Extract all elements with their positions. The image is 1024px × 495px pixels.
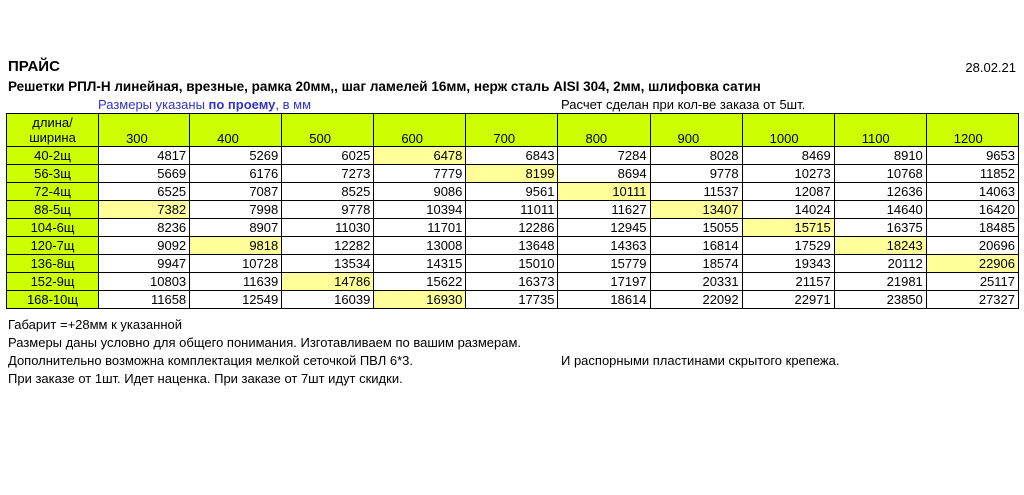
price-cell: 17735 xyxy=(466,291,558,309)
price-cell: 12636 xyxy=(834,183,926,201)
price-cell: 11701 xyxy=(374,219,466,237)
price-cell: 20331 xyxy=(650,273,742,291)
sizes-note-bold: по проему xyxy=(208,97,276,112)
footnote-mesh: Дополнительно возможна комплектация мелкой сеточкой ПВЛ 6*3. xyxy=(8,353,413,368)
price-cell: 21981 xyxy=(834,273,926,291)
price-cell: 14024 xyxy=(742,201,834,219)
table-row xyxy=(7,165,1019,183)
price-cell: 18614 xyxy=(558,291,650,309)
price-cell: 18485 xyxy=(926,219,1018,237)
row-header: 88-5щ xyxy=(7,201,99,219)
row-header: 72-4щ xyxy=(7,183,99,201)
price-cell: 6176 xyxy=(190,165,282,183)
footnote-markup: При заказе от 1шт. Идет наценка. При заказе от 7шт идут скидки. xyxy=(8,371,403,386)
price-cell: 10728 xyxy=(190,255,282,273)
column-header: 700 xyxy=(466,114,558,147)
price-cell: 8236 xyxy=(99,219,190,237)
price-cell: 11639 xyxy=(190,273,282,291)
corner-line-1: длина/ xyxy=(32,115,73,130)
column-header: 1000 xyxy=(742,114,834,147)
price-cell: 12549 xyxy=(190,291,282,309)
row-header: 56-3щ xyxy=(7,165,99,183)
price-cell: 7284 xyxy=(558,147,650,165)
price-cell: 5669 xyxy=(99,165,190,183)
price-cell: 8525 xyxy=(282,183,374,201)
price-cell: 14363 xyxy=(558,237,650,255)
price-cell: 7087 xyxy=(190,183,282,201)
price-cell: 8910 xyxy=(834,147,926,165)
price-cell: 10394 xyxy=(374,201,466,219)
price-cell: 17197 xyxy=(558,273,650,291)
price-cell: 12282 xyxy=(282,237,374,255)
price-cell: 11658 xyxy=(99,291,190,309)
price-cell: 16375 xyxy=(834,219,926,237)
price-cell: 9778 xyxy=(650,165,742,183)
price-cell: 16373 xyxy=(466,273,558,291)
price-cell: 9653 xyxy=(926,147,1018,165)
table-row xyxy=(7,255,1019,273)
price-cell: 13008 xyxy=(374,237,466,255)
price-cell: 11030 xyxy=(282,219,374,237)
price-cell: 22906 xyxy=(926,255,1018,273)
price-cell: 16039 xyxy=(282,291,374,309)
price-cell: 8028 xyxy=(650,147,742,165)
corner-line-2: ширина xyxy=(29,130,76,145)
price-cell: 18243 xyxy=(834,237,926,255)
price-cell: 23850 xyxy=(834,291,926,309)
footnote-spacers: И распорными пластинами скрытого крепежа. xyxy=(561,353,840,368)
price-cell: 9778 xyxy=(282,201,374,219)
price-cell: 12945 xyxy=(558,219,650,237)
price-cell: 9092 xyxy=(99,237,190,255)
price-cell: 9086 xyxy=(374,183,466,201)
price-cell: 19343 xyxy=(742,255,834,273)
column-header: 300 xyxy=(99,114,190,147)
price-cell: 15055 xyxy=(650,219,742,237)
price-cell: 20112 xyxy=(834,255,926,273)
footnote-conditional: Размеры даны условно для общего понимания. Изготавливаем по вашим размерам. xyxy=(8,335,522,350)
price-cell: 11011 xyxy=(466,201,558,219)
price-cell: 12286 xyxy=(466,219,558,237)
price-table xyxy=(6,113,1019,309)
price-cell: 20696 xyxy=(926,237,1018,255)
price-cell: 5269 xyxy=(190,147,282,165)
table-row xyxy=(7,237,1019,255)
column-header: 600 xyxy=(374,114,466,147)
price-title: ПРАЙС xyxy=(8,58,60,75)
price-cell: 8907 xyxy=(190,219,282,237)
price-cell: 17529 xyxy=(742,237,834,255)
price-cell: 8694 xyxy=(558,165,650,183)
price-cell: 16420 xyxy=(926,201,1018,219)
price-cell: 13648 xyxy=(466,237,558,255)
calculation-note: Расчет сделан при кол-ве заказа от 5шт. xyxy=(561,97,806,112)
price-cell: 11852 xyxy=(926,165,1018,183)
price-cell: 15622 xyxy=(374,273,466,291)
price-cell: 7779 xyxy=(374,165,466,183)
price-cell: 15779 xyxy=(558,255,650,273)
price-cell: 22092 xyxy=(650,291,742,309)
price-cell: 16930 xyxy=(374,291,466,309)
row-header: 168-10щ xyxy=(7,291,99,309)
column-header: 900 xyxy=(650,114,742,147)
price-cell: 18574 xyxy=(650,255,742,273)
price-cell: 13407 xyxy=(650,201,742,219)
price-cell: 9947 xyxy=(99,255,190,273)
price-cell: 22971 xyxy=(742,291,834,309)
row-header: 120-7щ xyxy=(7,237,99,255)
column-header: 500 xyxy=(282,114,374,147)
table-row xyxy=(7,273,1019,291)
price-cell: 8199 xyxy=(466,165,558,183)
price-cell: 8469 xyxy=(742,147,834,165)
table-body xyxy=(7,147,1019,309)
price-cell: 10803 xyxy=(99,273,190,291)
price-cell: 15715 xyxy=(742,219,834,237)
price-cell: 13534 xyxy=(282,255,374,273)
price-cell: 25117 xyxy=(926,273,1018,291)
price-cell: 11627 xyxy=(558,201,650,219)
row-header: 152-9щ xyxy=(7,273,99,291)
sizes-note-prefix: Размеры указаны xyxy=(98,97,209,112)
price-cell: 6843 xyxy=(466,147,558,165)
price-cell: 10111 xyxy=(558,183,650,201)
table-header-row xyxy=(7,114,1019,147)
price-cell: 27327 xyxy=(926,291,1018,309)
price-cell: 7273 xyxy=(282,165,374,183)
price-cell: 6478 xyxy=(374,147,466,165)
product-description: Решетки РПЛ-Н линейная, врезные, рамка 20мм,, шаг ламелей 16мм, нерж сталь AISI 304, 2мм, шлифовка сатин xyxy=(8,79,761,94)
footnote-gabarit: Габарит =+28мм к указанной xyxy=(8,317,183,332)
price-cell: 21157 xyxy=(742,273,834,291)
column-header: 1100 xyxy=(834,114,926,147)
price-cell: 16814 xyxy=(650,237,742,255)
price-date: 28.02.21 xyxy=(965,60,1016,75)
table-row xyxy=(7,219,1019,237)
column-header: 400 xyxy=(190,114,282,147)
table-row xyxy=(7,201,1019,219)
price-cell: 7382 xyxy=(99,201,190,219)
price-cell: 10273 xyxy=(742,165,834,183)
row-header: 104-6щ xyxy=(7,219,99,237)
price-cell: 14063 xyxy=(926,183,1018,201)
column-header: 800 xyxy=(558,114,650,147)
sizes-note-suffix: , в мм xyxy=(275,97,312,112)
price-cell: 10768 xyxy=(834,165,926,183)
row-header: 136-8щ xyxy=(7,255,99,273)
price-cell: 6025 xyxy=(282,147,374,165)
price-cell: 4817 xyxy=(99,147,190,165)
price-cell: 12087 xyxy=(742,183,834,201)
table-row xyxy=(7,291,1019,309)
price-cell: 15010 xyxy=(466,255,558,273)
price-cell: 14315 xyxy=(374,255,466,273)
price-cell: 11537 xyxy=(650,183,742,201)
sizes-note xyxy=(98,97,311,112)
price-cell: 9561 xyxy=(466,183,558,201)
table-corner-header xyxy=(7,114,99,147)
price-cell: 14786 xyxy=(282,273,374,291)
column-header: 1200 xyxy=(926,114,1018,147)
price-cell: 9818 xyxy=(190,237,282,255)
price-cell: 6525 xyxy=(99,183,190,201)
table-row xyxy=(7,183,1019,201)
table-row xyxy=(7,147,1019,165)
price-cell: 14640 xyxy=(834,201,926,219)
price-cell: 7998 xyxy=(190,201,282,219)
row-header: 40-2щ xyxy=(7,147,99,165)
